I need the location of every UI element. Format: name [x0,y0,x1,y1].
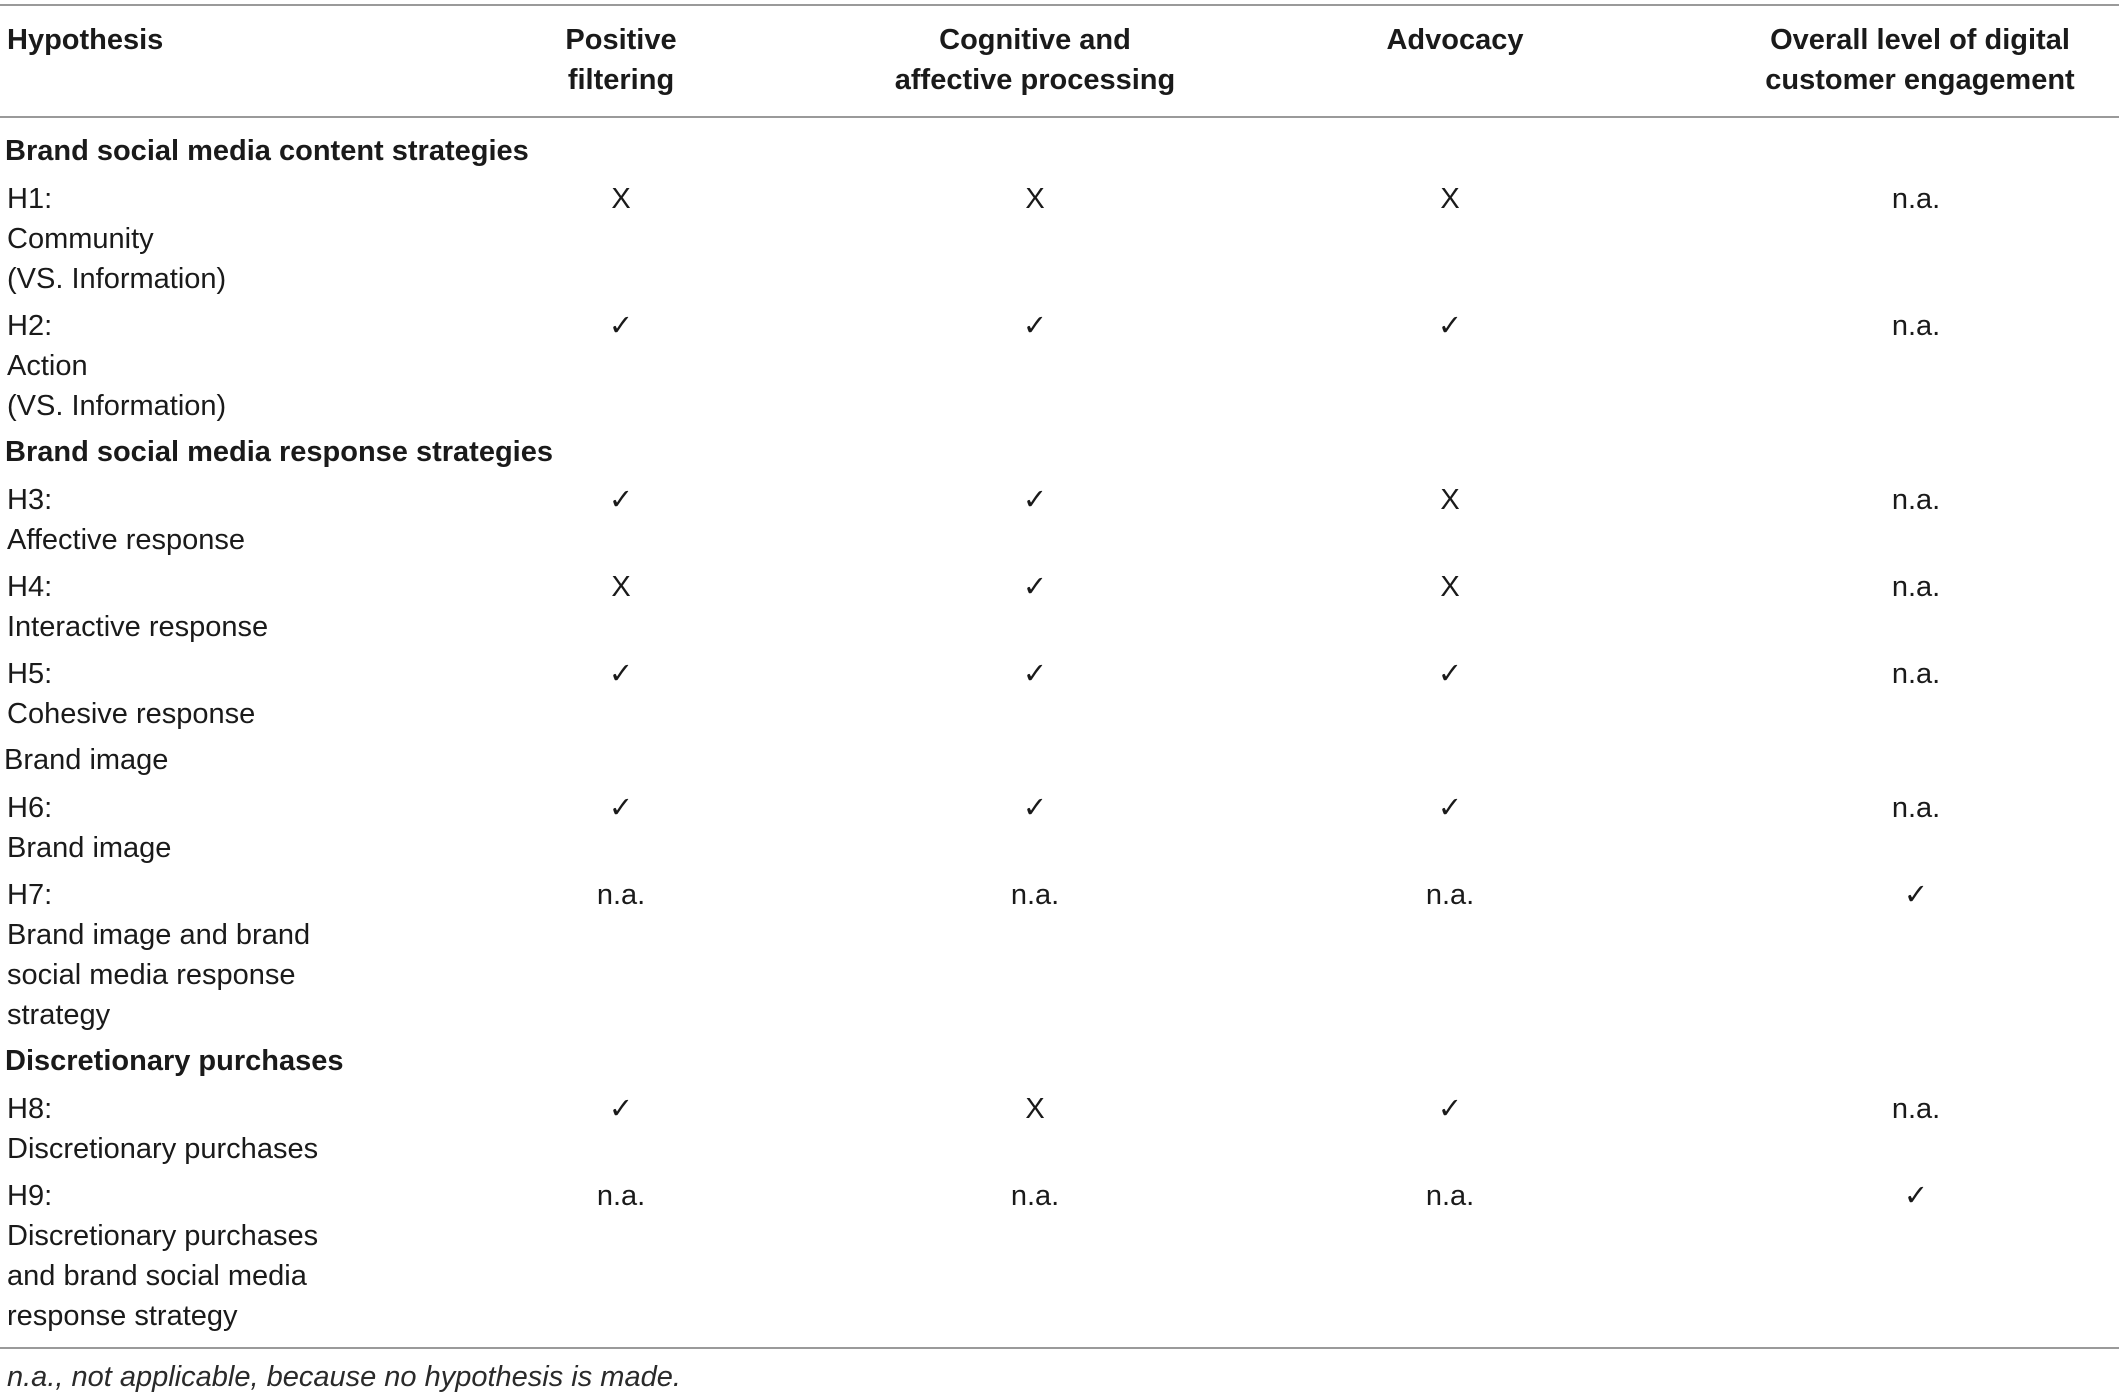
value-cognitive-affective: ✓ [1022,310,1048,342]
value-overall: n.a. [1891,658,1941,690]
hypothesis-cell: H8: Discretionary purchases [7,1093,319,1165]
value-advocacy: n.a. [1425,1180,1475,1212]
value-overall: ✓ [1903,879,1929,911]
hypothesis-cell: H5: Cohesive response [7,658,256,730]
value-cognitive-affective: ✓ [1022,484,1048,516]
header-positive-filtering: Positive filtering [565,24,677,96]
value-overall: ✓ [1903,1180,1929,1212]
value-cognitive-affective: X [1025,1093,1045,1125]
header-divider [0,116,2119,118]
table-bottom-rule [0,1347,2119,1349]
header-hypothesis: Hypothesis [7,24,164,56]
value-cognitive-affective: ✓ [1022,571,1048,603]
value-positive-filtering: ✓ [608,310,634,342]
value-positive-filtering: n.a. [596,1180,646,1212]
value-advocacy: X [1440,484,1460,516]
value-cognitive-affective: n.a. [1010,1180,1060,1212]
table-top-rule [0,4,2119,6]
value-overall: n.a. [1891,571,1941,603]
hypothesis-cell: H9: Discretionary purchases and brand social media response strategy [7,1180,319,1332]
value-cognitive-affective: ✓ [1022,658,1048,690]
value-advocacy: ✓ [1437,792,1463,824]
value-advocacy: ✓ [1437,658,1463,690]
table-footnote: n.a., not applicable, because no hypothesis is made. [7,1361,681,1393]
value-cognitive-affective: n.a. [1010,879,1060,911]
hypothesis-cell: H3: Affective response [7,484,246,556]
value-positive-filtering: X [611,571,631,603]
value-advocacy: n.a. [1425,879,1475,911]
value-overall: n.a. [1891,1093,1941,1125]
value-positive-filtering: n.a. [596,879,646,911]
header-advocacy: Advocacy [1386,24,1524,56]
value-positive-filtering: ✓ [608,484,634,516]
value-cognitive-affective: X [1025,183,1045,215]
value-positive-filtering: X [611,183,631,215]
value-advocacy: X [1440,571,1460,603]
hypothesis-cell: H4: Interactive response [7,571,269,643]
section-brand-image: Brand image [4,744,169,776]
value-positive-filtering: ✓ [608,658,634,690]
value-overall: n.a. [1891,792,1941,824]
value-overall: n.a. [1891,484,1941,516]
value-positive-filtering: ✓ [608,792,634,824]
hypothesis-cell: H6: Brand image [7,792,172,864]
hypothesis-cell: H1: Community (VS. Information) [7,183,227,295]
value-advocacy: ✓ [1437,1093,1463,1125]
hypothesis-cell: H7: Brand image and brand social media response strategy [7,879,311,1031]
value-cognitive-affective: ✓ [1022,792,1048,824]
value-overall: n.a. [1891,310,1941,342]
section-response-strategies: Brand social media response strategies [5,436,553,468]
value-advocacy: X [1440,183,1460,215]
header-cognitive-affective: Cognitive and affective processing [894,24,1176,96]
hypothesis-cell: H2: Action (VS. Information) [7,310,227,422]
header-overall-engagement: Overall level of digital customer engagement [1765,24,2075,96]
value-overall: n.a. [1891,183,1941,215]
section-content-strategies: Brand social media content strategies [5,135,529,167]
section-discretionary: Discretionary purchases [5,1045,344,1077]
value-positive-filtering: ✓ [608,1093,634,1125]
value-advocacy: ✓ [1437,310,1463,342]
